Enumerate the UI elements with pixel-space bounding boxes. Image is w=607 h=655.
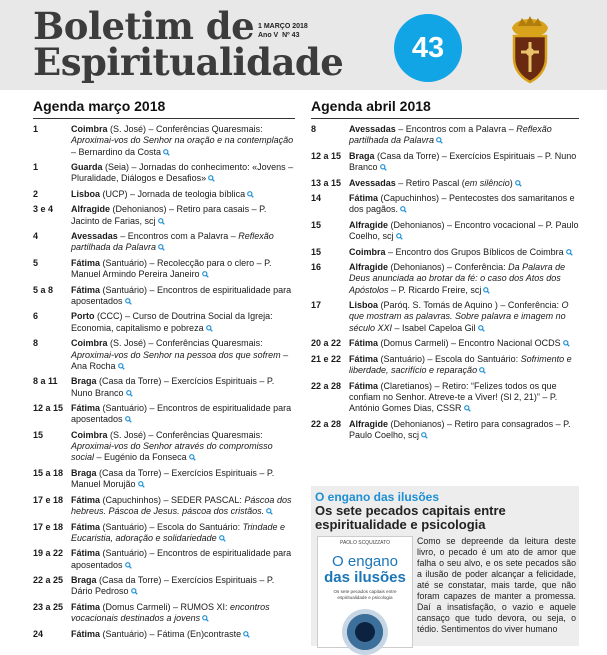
book-feature [311,486,579,646]
search-icon[interactable] [158,244,165,251]
event-italic-text: Sofrimento e liberdade, sacrifício e reparação [349,353,572,376]
search-icon[interactable] [189,454,196,461]
search-icon[interactable] [126,390,133,397]
event-description [71,285,295,308]
event-place: Fátima [71,628,101,639]
event-italic-text: Páscoa dos hebreus. Páscoa de Jesus. páscoa dos cristãos. [71,494,292,517]
issue-info [258,22,308,40]
event-place: Porto [71,311,95,322]
event-description [71,495,295,518]
event-venue: (Santuário) [100,521,148,532]
event-venue: (Claretianos) [378,380,433,391]
agenda-event [311,338,579,349]
event-description [349,354,579,377]
agenda-event [33,285,295,308]
search-icon[interactable] [478,325,485,332]
event-venue: (Seia) [102,162,130,173]
book-title-line2: das ilusões [324,569,406,586]
event-date: 15 [311,246,322,257]
search-icon[interactable] [421,432,428,439]
event-text: – Conferências Quaresmais: [146,338,263,349]
event-place: Fátima [71,601,101,612]
event-text: – Encontro Nacional OCDS [448,338,561,349]
event-description [71,575,295,598]
agenda-event [33,376,295,399]
event-venue: (Casa da Torre) [96,575,162,586]
event-venue: (Capuchinhos) [100,494,162,505]
agenda-event [33,575,295,598]
event-venue: (S. José) [107,338,147,349]
event-place: Fátima [349,338,379,349]
event-date: 13 a 15 [311,177,342,188]
agenda-event [311,247,579,258]
event-venue: (Domus Carmeli) [100,601,171,612]
search-icon[interactable] [118,363,125,370]
event-text: – Encontros com a Palavra – [395,124,517,134]
event-description [71,602,295,625]
book-cover [317,536,413,648]
event-place: Fátima [71,403,101,414]
event-date: 16 [311,262,322,273]
event-date: 8 a 11 [33,376,58,387]
event-venue: (Santuário) [100,257,148,268]
agenda-event [311,381,579,415]
event-place: Avessadas [349,124,396,134]
eye-image [342,609,388,655]
event-date: 6 [33,311,39,322]
event-text: – Encontro dos Grupos Bíblicos de Coimbra [385,246,564,257]
agenda-event [33,522,295,545]
agenda-event [33,468,295,491]
event-place: Coimbra [71,338,108,349]
event-place: Coimbra [71,124,108,134]
search-icon[interactable] [483,287,490,294]
event-place: Avessadas [349,177,396,188]
event-place: Lisboa [349,300,379,311]
event-text: – Jornada de teologia bíblica [127,188,246,199]
event-tail: – P. Ricardo Freire, scj [388,284,482,295]
search-icon[interactable] [266,508,273,515]
event-text: – Jornadas do conhecimento: «Jovens – Pluralidade, Diálogos e Desafios» [71,162,294,184]
issue-number-badge: 43 [394,14,462,82]
event-description [349,262,579,296]
event-tail: – Bernardino da Costa [71,146,162,157]
agenda-event [33,162,295,185]
agenda-event [311,124,579,147]
search-icon[interactable] [131,588,138,595]
agenda-event [33,602,295,625]
feature-text: Como se depreende da leitura deste livro, o pecado é um ato de amor que falha o seu alvo, e os sete pecados são a ilusão de poder alcançar a felicidade, até se constatar, mais tarde, que não foram capazes de manter a promessa. Daí a insatisfação, o vazio e aquele cansaço que tudo devora, ou seja, o tédio. Sentimentos do viver humano [417,536,576,634]
agenda-event [33,124,295,158]
event-venue: (S. José) [107,429,147,440]
event-place: Alfragide [349,418,389,429]
event-text: – Exercícios Espirituais – P. Dário Pedroso [71,575,275,597]
event-place: Fátima [71,521,101,532]
event-description [349,247,579,258]
event-italic-text: Aproximai-vos do Senhor na oração e na contemplação [71,135,294,146]
event-place: Coimbra [349,246,386,257]
search-icon[interactable] [464,405,471,412]
event-place: Fátima [71,548,101,559]
event-venue: (Dehonianos) [110,204,167,215]
agenda-event [311,419,579,442]
event-place: Lisboa [71,188,101,199]
event-date: 20 a 22 [311,338,342,349]
agenda-event [33,189,295,200]
event-italic-text: Reflexão partilhada da Palavra [71,231,274,253]
event-date: 15 [311,219,322,230]
event-date: 17 e 18 [33,494,64,505]
event-description [71,430,295,464]
event-place: Fátima [71,284,101,295]
event-date: 21 e 22 [311,353,342,364]
event-text: – Exercícios Espirituais – P. Manuel Morujão [71,467,275,490]
event-place: Coimbra [71,429,108,440]
search-icon[interactable] [380,164,387,171]
event-description [71,403,295,426]
search-icon[interactable] [125,298,132,305]
event-italic-text: em silêncio [464,177,510,188]
event-date: 23 a 25 [33,601,64,612]
event-date: 15 a 18 [33,467,64,478]
event-text: – Conferência: [444,262,509,273]
event-text: – Exercícios Espirituais – P. Nuno Branco [71,376,275,398]
event-text: – Conferência: [497,300,562,311]
agenda-event [311,220,579,243]
event-text: – Recolecção para o clero – P. Manuel Armindo Pereira Janeiro [71,257,272,280]
agenda-april-heading: Agenda abril 2018 [311,98,579,119]
search-icon[interactable] [219,535,226,542]
event-date: 22 a 28 [311,380,342,391]
bulletin-title-line1: Boletim de [33,4,255,48]
event-place: Alfragide [349,219,389,230]
agenda-event [311,262,579,296]
event-place: Fátima [349,193,379,204]
event-date: 12 a 15 [311,150,342,161]
event-venue: (Santuário) [100,403,148,414]
event-place: Braga [349,150,375,161]
event-tail: – Isabel Capeloa Gil [392,322,476,333]
event-place: Avessadas [71,231,118,242]
event-place: Guarda [71,162,103,173]
agenda-event [311,193,579,216]
event-place: Braga [71,575,97,586]
agenda-march-list [33,124,295,640]
search-icon[interactable] [479,367,486,374]
event-date: 15 [33,429,44,440]
search-icon[interactable] [125,562,132,569]
event-italic-text: Trindade e Eucaristia, adoração e solidariedade [71,521,285,543]
event-text: – Conferências Quaresmais: [146,124,263,134]
event-venue: (Capuchinhos) [378,193,440,204]
event-description [71,311,295,334]
search-icon[interactable] [396,233,403,240]
event-venue: (Dehonianos) [388,418,445,429]
event-venue: (Dehonianos) [388,262,445,273]
event-text: – Encontros de espiritualidade para aposentados [71,548,292,570]
event-description [349,419,579,442]
event-text: – RUMOS XI: [170,601,231,612]
event-description [349,193,579,216]
event-place: Braga [71,467,97,478]
event-date: 12 a 15 [33,403,64,414]
event-text: – Fátima (En)contraste [147,628,242,639]
event-date: 22 a 25 [33,575,64,586]
search-icon[interactable] [125,416,132,423]
agenda-event [33,231,295,254]
event-date: 8 [311,124,317,134]
event-text: – Escola do Santuário: [425,353,521,364]
event-place: Alfragide [349,262,389,273]
search-icon[interactable] [202,615,209,622]
event-venue: (Casa da Torre) [96,376,162,387]
issue-year: Ano V [258,32,279,39]
event-text: – Retiro para casais – P. Jacinto de Farias, scj [71,204,267,226]
event-description [349,300,579,334]
event-text: – Encontros de espiritualidade para aposentados [71,284,292,306]
bulletin-title-line2: Espiritualidade [33,40,344,84]
event-description [71,189,295,200]
event-description [349,124,579,147]
search-icon[interactable] [566,249,573,256]
event-text: – Encontros de espiritualidade para aposentados [71,403,292,425]
event-italic-text: O que mostram as palavras. Sobre palavra e imagem no século XXI [349,300,569,333]
agenda-event [33,629,295,640]
search-icon[interactable] [208,175,215,182]
event-description [349,178,579,189]
agenda-april-list [311,124,579,441]
event-venue: (Casa da Torre) [96,467,162,478]
search-icon[interactable] [563,340,570,347]
event-venue: (Santuário) [100,548,148,559]
event-date: 5 a 8 [33,284,54,295]
agenda-march-heading: Agenda março 2018 [33,98,295,119]
event-text: – Encontros com a Palavra – [117,231,239,242]
search-icon[interactable] [206,325,213,332]
event-description [71,124,295,158]
event-date: 1 [33,124,39,134]
event-text: – Curso de Doutrina Social da Igreja: Economia, capitalismo e pobreza [71,311,273,333]
issue-volume [258,31,308,40]
search-icon[interactable] [243,631,250,638]
issue-number: Nº 43 [282,32,300,39]
agenda-event [33,548,295,571]
agenda-april [311,98,579,445]
event-venue: (Paróq. S. Tomás de Aquino ) [378,300,498,311]
agenda-event [311,300,579,334]
feature-kicker[interactable]: O engano das ilusões [315,490,440,504]
event-text: – Retiro Pascal ( [395,177,465,188]
event-description [71,468,295,491]
event-tail: – Ana Rocha [71,349,289,371]
event-description [71,376,295,399]
search-icon[interactable] [247,191,254,198]
event-text: – Encontro vocacional – P. Paulo Coelho, scj [349,219,579,242]
search-icon[interactable] [163,149,170,156]
agenda-event [33,338,295,372]
event-date: 14 [311,193,322,204]
event-date: 5 [33,257,39,268]
emblem-crest-icon [506,12,554,84]
book-subtitle: Os sete pecados capitais entre espiritualidade e psicologia [333,589,397,600]
event-venue: (Santuário) [378,353,426,364]
event-date: 1 [33,162,39,173]
event-text: – Retiro: “Felizes todos os que confiam no Senhor. Atreve-te a Viver! (Sl 2, 21)” – P. António Gomes Dias, CSSR [349,380,558,414]
event-description [71,338,295,372]
agenda-march [33,98,295,644]
masthead [0,0,607,90]
event-description [71,258,295,281]
event-venue: (CCC) [94,311,123,322]
event-text: – SEDER PASCAL: [161,494,245,505]
agenda-event [33,204,295,227]
agenda-event [33,403,295,426]
event-date: 3 e 4 [33,204,54,215]
event-tail: ) [509,177,513,188]
event-venue: (Casa da Torre) [374,150,440,161]
event-description [71,522,295,545]
event-place: Fátima [71,494,101,505]
event-text: – Conferências Quaresmais: [146,429,263,440]
event-venue: (Domus Carmeli) [378,338,449,349]
event-date: 22 a 28 [311,418,342,429]
agenda-event [33,258,295,281]
agenda-event [311,151,579,174]
search-icon[interactable] [138,481,145,488]
event-text: – Exercícios Espirituais – P. Nuno Branco [349,150,577,173]
event-description [71,204,295,227]
event-date: 2 [33,188,39,199]
event-description [349,151,579,174]
agenda-event [33,311,295,334]
agenda-event [33,495,295,518]
event-date: 24 [33,628,44,639]
event-text: – Escola do Santuário: [147,521,243,532]
event-venue: (Santuário) [100,628,148,639]
event-description [71,548,295,571]
agenda-event [33,430,295,464]
event-description [349,381,579,415]
event-place: Fátima [349,353,379,364]
event-date: 8 [33,338,39,349]
event-place: Fátima [71,257,101,268]
event-italic-text: Da Palavra de Deus anunciada ao brotar da fé: o caso dos Atos dos Apóstolos [349,262,566,295]
event-description [349,220,579,243]
search-icon[interactable] [202,271,209,278]
search-icon[interactable] [400,206,407,213]
event-place: Fátima [349,380,379,391]
event-venue: (Santuário) [100,284,148,295]
book-author: PAOLO SCQUIZZATO [339,540,390,546]
event-date: 17 e 18 [33,521,64,532]
event-italic-text: encontros vocacionais destinados a jovens [71,601,270,624]
event-italic-text: Aproximai-vos do Senhor na pessoa dos que sofrem [71,349,281,360]
event-date: 19 a 22 [33,548,64,559]
event-date: 4 [33,231,39,242]
event-place: Alfragide [71,204,111,215]
event-date: 17 [311,300,322,311]
event-italic-text: Aproximai-vos do Senhor através do compromisso social [71,441,273,463]
event-venue: (S. José) [107,124,147,134]
search-icon[interactable] [158,218,165,225]
search-icon[interactable] [515,180,522,187]
feature-title: Os sete pecados capitais entre espiritualidade e psicologia [315,503,506,532]
event-description [71,231,295,254]
agenda-event [311,178,579,189]
event-description [71,162,295,185]
issue-date: 1 MARÇO 2018 [258,23,308,30]
event-venue: (Dehonianos) [388,219,445,230]
agenda-event [311,354,579,377]
book-title-line1: O engano [332,553,398,570]
event-text: – Retiro para consagrados – P. Paulo Coelho, scj [349,418,571,440]
search-icon[interactable] [436,137,443,144]
event-text: – Pentecostes dos samaritanos e dos pagãos. [349,193,575,215]
event-italic-text: Reflexão partilhada da Palavra [349,124,552,146]
event-description [349,338,579,349]
event-venue: (UCP) [100,188,128,199]
event-place: Braga [71,376,97,387]
event-description [71,629,295,640]
event-tail: – Eugénio da Fonseca [94,452,187,463]
